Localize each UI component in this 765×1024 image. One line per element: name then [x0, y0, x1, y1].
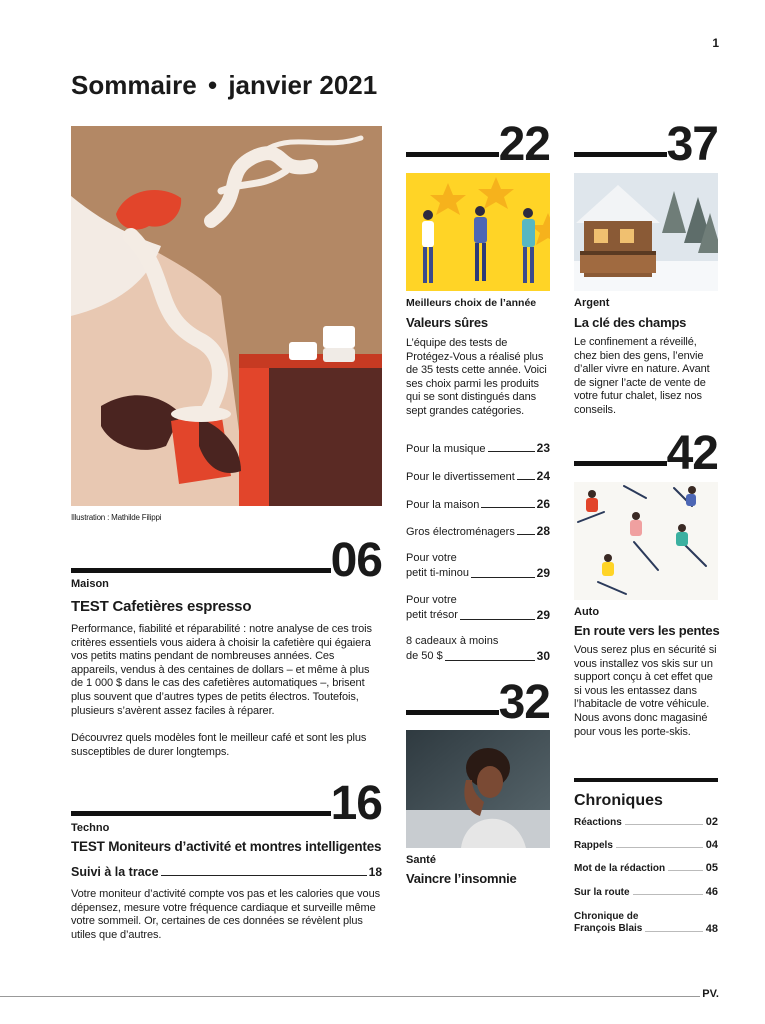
illustration-credit: Illustration : Mathilde Filippi: [71, 513, 162, 522]
espresso-illustration: [71, 126, 382, 506]
section-16-headline[interactable]: TEST Moniteurs d’activité et montres intelligentes: [71, 839, 382, 854]
section-37-header: [574, 118, 718, 171]
chronique-label: Sur la route: [574, 887, 630, 898]
section-42-header: [574, 427, 718, 480]
section-32-headline[interactable]: Vaincre l’insomnie: [406, 871, 517, 886]
section-06-header: [71, 534, 382, 587]
section-16-rule: [71, 811, 331, 816]
leader-line: [616, 847, 703, 848]
section-16-number: 16: [330, 777, 382, 830]
toc-label-line2: petit ti-minou: [406, 567, 469, 579]
section-42-rule: [574, 461, 667, 466]
toc-page: 26: [536, 497, 550, 511]
toc-last-line: [406, 566, 550, 581]
toc-label-line1: Pour votre: [406, 552, 457, 564]
skiers-illustration-svg: [574, 482, 718, 600]
section-42-number: 42: [666, 427, 718, 480]
toc-entry-electromenagers[interactable]: [406, 524, 550, 538]
section-32-rule: [406, 710, 499, 715]
title-dot: •: [207, 70, 218, 100]
section-06-paragraph-2: Découvrez quels modèles font le meilleur café et sont les plus susceptibles de durer longtemps.: [71, 732, 367, 758]
page-title: [71, 70, 377, 101]
chronique-label-line2: François Blais: [574, 923, 643, 934]
section-22-rule: [406, 152, 499, 157]
skiers-illustration: [574, 482, 718, 600]
toc-label: Pour le divertissement: [406, 471, 515, 483]
section-32-header: [406, 676, 550, 729]
section-06-category: Maison: [71, 578, 109, 590]
title-sommaire: Sommaire: [71, 70, 197, 100]
leader-line: [645, 931, 702, 932]
section-32-category: Santé: [406, 854, 436, 866]
chronique-label: Mot de la rédaction: [574, 863, 666, 874]
section-16-sub-page: 18: [368, 865, 382, 879]
toc-page: 29: [536, 566, 550, 580]
section-22-header: [406, 118, 550, 171]
section-06-paragraph-1: Performance, fiabilité et réparabilité : notre analyse de ces trois critères essentiels vous aidera à choisir la cafetière qui égaiera vos petits matins pendant de nombreuses années. Ces appareils, vendus à des centaines de dollars – et même à plus de 1 000 $ dans le cas des cafetières automatiques –, brisent plus souvent que d’autres types de petits électros. Toutefois, plusieurs s’avèrent assez faciles à réparer.: [71, 623, 372, 717]
chronique-page: 46: [705, 886, 718, 898]
section-16-header: [71, 777, 382, 830]
chronique-page: 48: [705, 923, 718, 935]
section-06-headline[interactable]: TEST Cafetières espresso: [71, 598, 252, 615]
chronique-page: 05: [705, 862, 718, 874]
section-37-category: Argent: [574, 297, 610, 309]
section-42-headline[interactable]: En route vers les pentes: [574, 623, 720, 638]
leader-line: [161, 875, 367, 876]
leader-line: [668, 870, 703, 871]
section-37-rule: [574, 152, 667, 157]
toc-page: 28: [536, 524, 550, 538]
toc-entry-musique[interactable]: [406, 441, 550, 455]
toc-page: 30: [536, 649, 550, 663]
leader-line: [517, 479, 535, 480]
leader-line: [481, 507, 534, 508]
section-37-paragraph: Le confinement a réveillé, chez bien des gens, l’envie d’aller vivre en nature. Avant de signer l’acte de vente de votre futur chalet, lisez nos conseils.: [574, 336, 710, 416]
toc-entry-divertissement[interactable]: [406, 469, 550, 483]
chronique-page: 02: [705, 816, 718, 828]
chronique-francois-blais[interactable]: [574, 911, 718, 935]
leader-line: [471, 577, 535, 578]
toc-entry-cadeaux[interactable]: [406, 634, 550, 664]
section-42-paragraph: Vous serez plus en sécurité si vous installez vos skis sur un support conçu à cet effet que si vous les entassez dans l’habitacle de votre véhicule. Nous avons donc magasiné pour vous les porte-skis.: [574, 644, 717, 738]
toc-page: 29: [536, 608, 550, 622]
toc-label-line2: de 50 $: [406, 650, 443, 662]
toc-label: Pour la maison: [406, 499, 480, 511]
page-number: 1: [712, 36, 719, 50]
section-16-category: Techno: [71, 822, 110, 834]
chronique-label-line1: Chronique de: [574, 911, 639, 922]
chronique-sur-la-route[interactable]: [574, 886, 718, 898]
pv-logo: PV.: [702, 988, 719, 1000]
toc-entry-maison[interactable]: [406, 497, 550, 511]
toc-page: 24: [536, 469, 550, 483]
section-06-rule: [71, 568, 331, 573]
section-37-headline[interactable]: La clé des champs: [574, 315, 687, 330]
toc-page: 23: [536, 441, 550, 455]
toc-label-line1: 8 cadeaux à moins: [406, 635, 499, 647]
stars-illustration-svg: [406, 173, 550, 291]
footer-rule: [0, 996, 700, 997]
leader-line: [460, 619, 535, 620]
toc-label-line2: petit trésor: [406, 609, 458, 621]
toc-label-line1: Pour votre: [406, 594, 457, 606]
chronique-page: 04: [705, 839, 718, 851]
section-37-number: 37: [666, 118, 718, 171]
chronique-label: Rappels: [574, 840, 613, 851]
section-16-sub-label: Suivi à la trace: [71, 865, 159, 879]
stars-illustration: [406, 173, 550, 291]
section-22-number: 22: [498, 118, 550, 171]
chroniques-rule: [574, 778, 718, 782]
section-16-paragraph: Votre moniteur d’activité compte vos pas et les calories que vous dépensez, mesure votre fréquence cardiaque et surveille même votre sommeil. Or, certaines de ces données se révèlent plus utiles que d’autres.: [71, 888, 380, 941]
toc-last-line: [406, 608, 550, 623]
section-32-number: 32: [498, 676, 550, 729]
chalet-photo-svg: [574, 173, 718, 291]
insomnia-photo: [406, 730, 550, 848]
section-16-subentry[interactable]: [71, 865, 382, 879]
chronique-reactions[interactable]: [574, 816, 718, 828]
chalet-photo: [574, 173, 718, 291]
chroniques-title: Chroniques: [574, 792, 663, 809]
chronique-last-line: [574, 923, 718, 935]
leader-line: [517, 534, 535, 535]
section-42-category: Auto: [574, 606, 600, 618]
insomnia-photo-svg: [406, 730, 550, 848]
toc-last-line: [406, 649, 550, 664]
title-date: janvier 2021: [228, 70, 378, 100]
chronique-label: Réactions: [574, 817, 622, 828]
section-22-category: Meilleurs choix de l’année: [406, 297, 537, 309]
toc-label: Gros électroménagers: [406, 526, 515, 538]
leader-line: [633, 894, 703, 895]
section-22-paragraph: L’équipe des tests de Protégez-Vous a réalisé plus de 35 tests cette année. Voici ses choix parmi les produits qui se sont distingués dans sept grandes catégories.: [406, 337, 547, 417]
leader-line: [625, 824, 703, 825]
chronique-rappels[interactable]: [574, 839, 718, 851]
leader-line: [445, 660, 535, 661]
espresso-illustration-svg: [71, 126, 382, 506]
chronique-mot-redaction[interactable]: [574, 862, 718, 874]
toc-entry-petit-tresor[interactable]: [406, 593, 550, 623]
toc-entry-ti-minou[interactable]: [406, 551, 550, 581]
toc-label: Pour la musique: [406, 443, 486, 455]
section-06-number: 06: [330, 534, 382, 587]
leader-line: [488, 451, 535, 452]
section-22-headline[interactable]: Valeurs sûres: [406, 315, 488, 330]
